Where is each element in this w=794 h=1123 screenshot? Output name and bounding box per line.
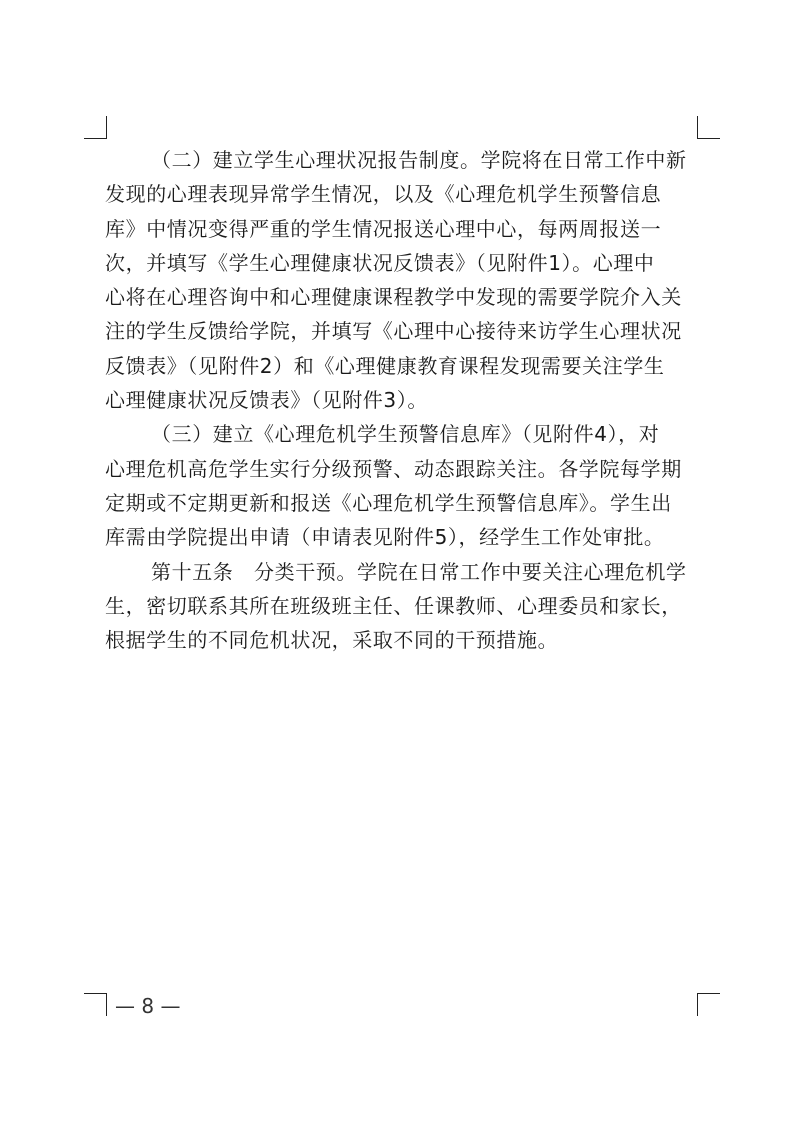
article-15-line-3: 根据学生的不同危机状况，采取不同的干预措施。 (105, 628, 559, 653)
paragraph-3-line-1: （三）建立《心理危机学生预警信息库》（见附件4），对 (151, 422, 660, 447)
paragraph-2-line-1: （二）建立学生心理状况报告制度。学院将在日常工作中新 (151, 148, 687, 172)
corner-mark-bottom-left (84, 993, 107, 1016)
paragraph-2-line-7: 反馈表》（见附件2）和《心理健康教育课程发现需要关注学生 (105, 353, 665, 378)
article-15-line-1: 第十五条 分类干预。学院在日常工作中要关注心理危机学 (151, 559, 687, 584)
paragraph-3-line-2: 心理危机高危学生实行分级预警、动态跟踪关注。各学院每学期 (105, 456, 682, 481)
document-body (105, 143, 705, 657)
paragraph-2-line-8: 心理健康状况反馈表》（见附件3）。 (105, 388, 428, 413)
paragraph-2-line-5: 心将在心理咨询中和心理健康课程教学中发现的需要学院介入关 (105, 285, 682, 310)
paragraph-3-line-4: 库需由学院提出申请（申请表见附件5），经学生工作处审批。 (105, 525, 665, 550)
article-15-line-2: 生，密切联系其所在班级班主任、任课教师、心理委员和家长， (105, 593, 682, 618)
corner-mark-bottom-right (697, 993, 720, 1016)
corner-mark-top-left (84, 116, 107, 139)
corner-mark-top-right (697, 116, 720, 139)
paragraph-3-line-3: 定期或不定期更新和报送《心理危机学生预警信息库》。学生出 (105, 490, 672, 515)
paragraph-2-line-3: 库》中情况变得严重的学生情况报送心理中心，每两周报送一 (105, 216, 662, 241)
page-number: — 8 — (115, 994, 181, 1018)
paragraph-2-line-4: 次，并填写《学生心理健康状况反馈表》（见附件1）。心理中 (105, 250, 655, 275)
paragraph-2-line-2: 发现的心理表现异常学生情况，以及《心理危机学生预警信息 (105, 182, 662, 207)
paragraph-2-line-6: 注的学生反馈给学院，并填写《心理中心接待来访学生心理状况 (105, 319, 682, 344)
